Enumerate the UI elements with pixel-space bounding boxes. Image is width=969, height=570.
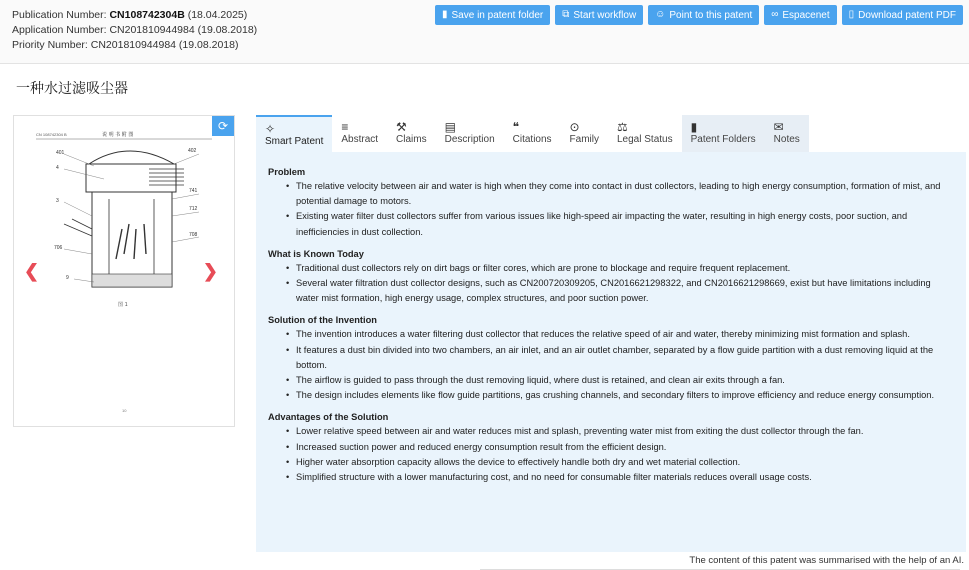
drawing-page-number: 10: [122, 408, 127, 413]
sparkle-icon: ✧: [265, 122, 276, 136]
list-item: • Existing water filter dust collectors suffer from various issues like high-speed air impacting the water, resulting in high energy costs, poor suction, and inefficiencies in dust collection.: [286, 209, 955, 239]
tab-family[interactable]: [561, 115, 608, 152]
drawing-label: 712: [189, 206, 198, 212]
list-item: • It features a dust bin divided into two chambers, an air inlet, and an air outlet chamber, separated by a flow guide partition with a dust removing liquid at the bottom.: [286, 343, 955, 373]
list-item: • Traditional dust collectors rely on dirt bags or filter cores, which are prone to blockage and require frequent replacement.: [286, 261, 955, 276]
chat-icon: ✉: [773, 120, 784, 134]
section-heading: What is Known Today: [268, 248, 364, 259]
drawing-header-left: CN 108742304 B: [36, 132, 67, 137]
tab-label: Citations: [512, 134, 552, 145]
espacenet-button[interactable]: [764, 5, 836, 25]
section-problem: [268, 166, 955, 240]
list-item: • Higher water absorption capacity allows the device to effectively handle both dry and wet material collection.: [286, 455, 955, 470]
espacenet-label: Espacenet: [782, 9, 830, 21]
patent-drawing-viewer: [13, 115, 235, 427]
list-item: • The design includes elements like flow guide partitions, gas crushing channels, and secondary filters to improve efficiency and reduce energy consumption.: [286, 388, 955, 403]
section-heading: Solution of the Invention: [268, 315, 377, 326]
download-pdf-button[interactable]: [842, 5, 963, 25]
drawing-label: 3: [56, 198, 59, 204]
tab-label: Abstract: [341, 134, 379, 145]
list-item: • The airflow is guided to pass through the dust removing liquid, where dust is retained, and clean air exits through a fan.: [286, 373, 955, 388]
section-advantages: [268, 411, 955, 485]
section-solution: [268, 314, 955, 403]
tab-legal-status[interactable]: [608, 115, 682, 152]
drawing-label: 708: [189, 232, 198, 238]
start-workflow-label: Start workflow: [573, 9, 637, 21]
tab-label: Family: [569, 134, 599, 145]
list-item: • Increased suction power and reduced energy consumption result from the efficient design.: [286, 440, 955, 455]
tab-abstract[interactable]: [332, 115, 387, 152]
application-number: Application Number: CN201810944984 (19.08.2018): [12, 24, 258, 36]
download-pdf-label: Download patent PDF: [858, 9, 956, 21]
publication-line: [12, 8, 257, 23]
publication-label: Publication Number:: [12, 9, 107, 21]
save-in-folder-button[interactable]: [435, 5, 550, 25]
refresh-icon[interactable]: ⟳: [212, 116, 234, 136]
lines-icon: ≡: [341, 120, 349, 134]
list-item: • The relative velocity between air and water is high when they come into contact in dust collectors, leading to high energy consumption, formation of mist, and potential damage to motors.: [286, 179, 955, 209]
point-to-patent-label: Point to this patent: [669, 9, 753, 21]
bookmark-icon: ▮: [441, 9, 448, 20]
document-icon: ▤: [444, 120, 456, 134]
tab-citations[interactable]: [504, 115, 561, 152]
list-item: • Simplified structure with a lower manufacturing cost, and no need for consumable filter materials reduces overall usage costs.: [286, 470, 955, 485]
tab-claims[interactable]: [387, 115, 436, 152]
family-icon: ⊙: [569, 120, 580, 134]
scale-icon: ⚖: [617, 120, 628, 134]
section-heading: Advantages of the Solution: [268, 412, 389, 423]
action-toolbar: [435, 5, 963, 25]
tab-label: Smart Patent: [265, 136, 324, 147]
tab-label: Description: [444, 134, 495, 145]
save-in-folder-label: Save in patent folder: [451, 9, 544, 21]
tab-label: Legal Status: [617, 134, 673, 145]
patent-title: 一种水过滤吸尘器: [16, 81, 128, 97]
chevron-right-icon[interactable]: ❯: [202, 261, 218, 281]
publication-number: CN108742304B: [109, 9, 185, 21]
bookmark-icon: ▮: [690, 120, 698, 134]
drawing-label: 706: [54, 245, 63, 251]
drawing-figure-caption: 图 1: [118, 302, 128, 308]
tab-patent-folders[interactable]: [682, 115, 765, 152]
tab-label: Notes: [773, 134, 800, 145]
workflow-icon: ⧉: [562, 9, 570, 20]
tab-label: Claims: [396, 134, 427, 145]
drawing-label: 401: [56, 150, 65, 156]
list-item: • Several water filtration dust collector designs, such as CN200720309205, CN2016621298322, and CN2016621298669, exist but have limitations including water mist formation, high energy usage, complex structures, and poor suction power.: [286, 276, 955, 306]
list-item: • The invention introduces a water filtering dust collector that reduces the relative speed of air and water, thereby minimizing mist formation and splash.: [286, 327, 955, 342]
tab-label: Patent Folders: [690, 134, 756, 145]
patent-tabs: [256, 115, 809, 152]
tab-notes[interactable]: [765, 115, 809, 152]
section-known-today: [268, 248, 955, 307]
patent-header: [0, 0, 969, 64]
smart-patent-panel: [256, 152, 966, 552]
link-icon: ∞: [771, 9, 779, 20]
patent-drawing-image: [34, 124, 214, 414]
gavel-icon: ⚒: [396, 120, 407, 134]
drawing-label: 9: [66, 275, 69, 281]
drawing-label: 402: [188, 148, 197, 154]
people-icon: ☺: [655, 9, 666, 20]
publication-date: (18.04.2025): [187, 9, 248, 21]
list-item: • Lower relative speed between air and water reduces mist and splash, preventing water mist from exiting the dust collector through the fan.: [286, 424, 955, 439]
quote-icon: ❝: [512, 120, 520, 134]
drawing-label: 741: [189, 188, 198, 194]
section-heading: Problem: [268, 167, 306, 177]
pdf-icon: ▯: [848, 9, 855, 20]
tab-smart-patent[interactable]: [256, 115, 332, 152]
point-to-patent-button[interactable]: [648, 5, 759, 25]
patent-meta: [12, 8, 257, 53]
tab-description[interactable]: [436, 115, 504, 152]
start-workflow-button[interactable]: [555, 5, 643, 25]
priority-number: Priority Number: CN201810944984 (19.08.2018): [12, 39, 239, 51]
ai-summary-note: The content of this patent was summarised with the help of an AI.: [689, 555, 964, 566]
drawing-header-center: 说 明 书 附 图: [102, 132, 134, 138]
drawing-label: 4: [56, 165, 59, 171]
chevron-left-icon[interactable]: ❮: [24, 261, 40, 281]
